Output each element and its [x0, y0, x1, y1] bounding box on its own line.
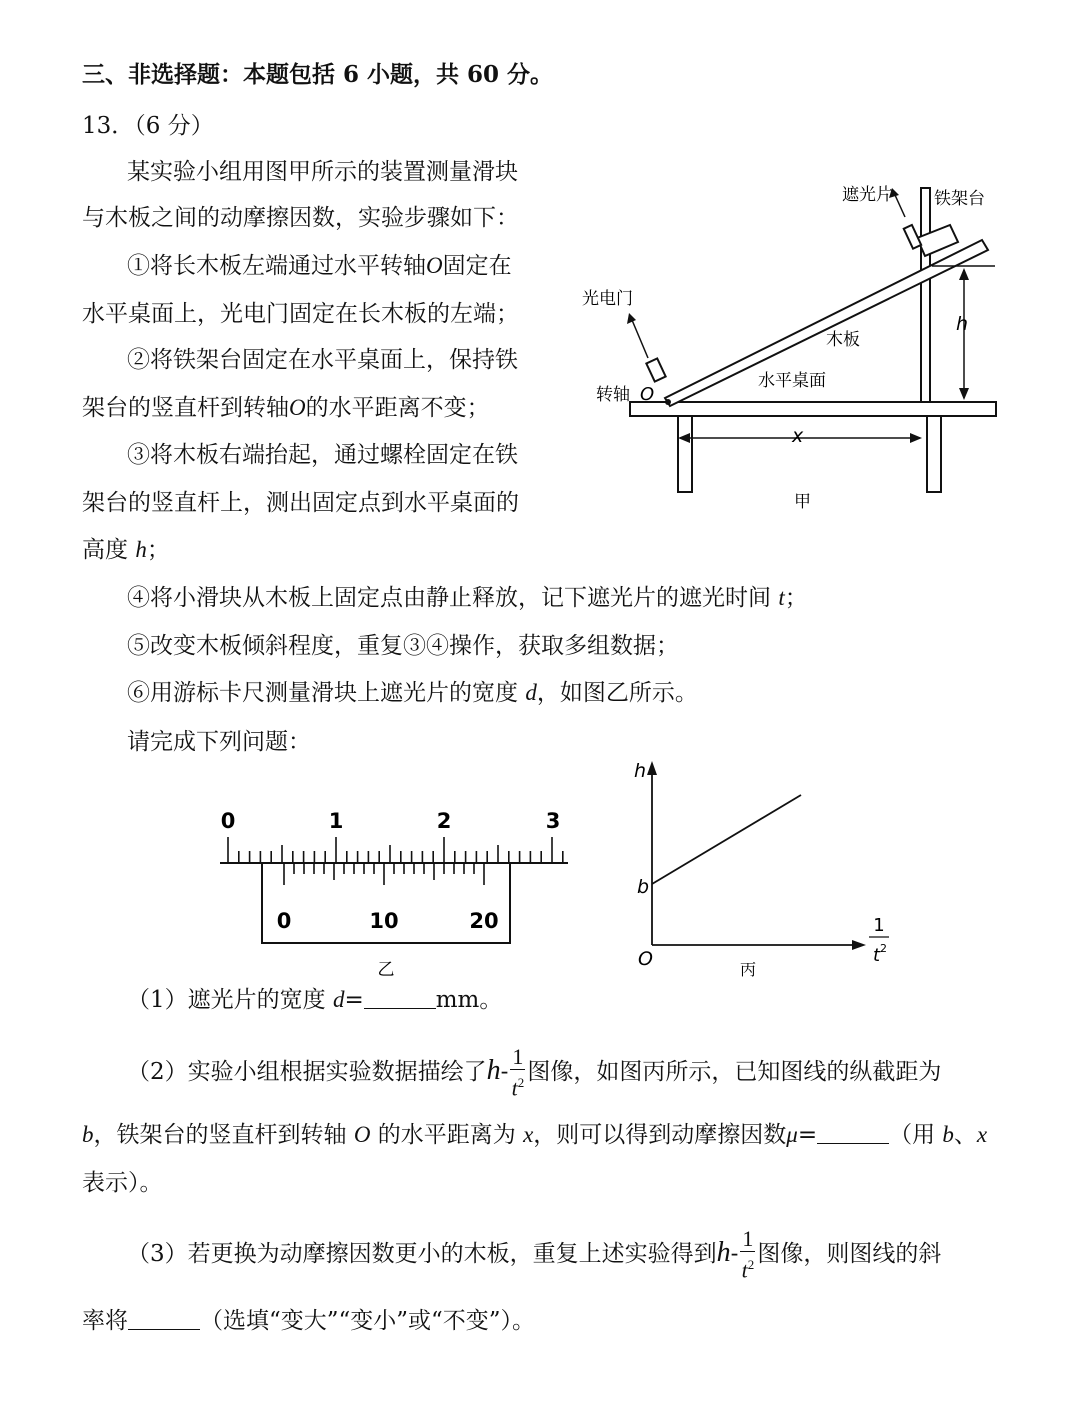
- origin-label: O: [638, 948, 653, 970]
- step-3-line-1: ③将木板右端抬起，通过螺栓固定在铁: [127, 442, 518, 468]
- prompt: 请完成下列问题：: [127, 729, 311, 755]
- question-number: 13．（6 分）: [82, 113, 214, 139]
- x-axis-exp: 2: [880, 942, 887, 955]
- subq-3-line-1: （3）若更换为动摩擦因数更小的木板，重复上述实验得到h- $\frac{1}{t^2}$ 图像，则图线的斜: [127, 1225, 942, 1283]
- x-axis-num: 1: [873, 915, 885, 936]
- intro-line-1: 某实验小组用图甲所示的装置测量滑块: [127, 159, 518, 185]
- intercept-label: b: [637, 876, 650, 898]
- subq-1: （1）遮光片的宽度 d= mm。: [127, 987, 503, 1013]
- label-x: x: [792, 425, 804, 447]
- caption-bing: 丙: [740, 960, 757, 979]
- label-zhuanzhou: 转轴: [596, 385, 630, 405]
- label-h: h: [956, 313, 969, 335]
- intro-line-2: 与木板之间的动摩擦因数，实验步骤如下：: [82, 205, 519, 231]
- caption-jia: 甲: [794, 492, 811, 512]
- subq-2-line-1: （2）实验小组根据实验数据描绘了h- $\frac{1}{t^2}$ 图像，如图丙所示，已知图线的纵截距为: [127, 1043, 942, 1101]
- subq-3-line-2: 率将 （选填“变大”“变小”或“不变”）。: [82, 1308, 536, 1334]
- step-6: ⑥用游标卡尺测量滑块上遮光片的宽度 d，如图乙所示。: [127, 680, 698, 706]
- step-4: ④将小滑块从木板上固定点由静止释放，记下遮光片的遮光时间 t；: [127, 585, 808, 611]
- fraction-1-over-t2-b: $\frac{1}{t^2}$: [741, 1225, 755, 1283]
- vernier-ticks: [284, 863, 484, 885]
- figure-yi: [210, 800, 580, 980]
- x-axis-den: t: [873, 945, 881, 966]
- main-label-0: 0: [220, 809, 236, 833]
- step-1-line-1: ①将长木板左端通过水平转轴O固定在: [127, 253, 512, 279]
- main-scale-ticks: [228, 837, 563, 863]
- answer-blank-2[interactable]: [817, 1121, 889, 1144]
- answer-blank-3[interactable]: [128, 1307, 200, 1330]
- vernier-label-20: 20: [469, 909, 499, 933]
- label-muban: 木板: [826, 330, 860, 350]
- y-axis-label: h: [634, 760, 647, 782]
- step-2-line-2: 架台的竖直杆到转轴O的水平距离不变；: [82, 395, 490, 421]
- caption-yi: 乙: [377, 960, 395, 980]
- main-label-2: 2: [436, 809, 452, 833]
- step-2-line-1: ②将铁架台固定在水平桌面上，保持铁: [127, 347, 518, 373]
- label-tiejiatai: 铁架台: [934, 189, 985, 209]
- figure-jia: [570, 170, 1010, 515]
- main-label-1: 1: [328, 809, 344, 833]
- step-3-line-2: 架台的竖直杆上，测出固定点到水平桌面的: [82, 490, 519, 516]
- main-label-3: 3: [545, 809, 561, 833]
- section-heading: 三、非选择题：本题包括 6 小题，共 60 分。: [82, 61, 554, 88]
- label-zheguangpian: 遮光片: [842, 185, 893, 205]
- label-shuipingzhuomian: 水平桌面: [758, 371, 826, 391]
- label-guangdianmen: 光电门: [582, 289, 633, 309]
- step-3-line-3: 高度 h；: [82, 537, 170, 563]
- graph-line: [652, 795, 801, 884]
- subq-2-line-2: b，铁架台的竖直杆到转轴 O 的水平距离为 x，则可以得到动摩擦因数μ= （用 b、x: [82, 1122, 988, 1148]
- figure-bing: [620, 755, 910, 985]
- step-5: ⑤改变木板倾斜程度，重复③④操作，获取多组数据；: [127, 633, 679, 659]
- label-o: O: [640, 384, 655, 405]
- fraction-1-over-t2: $\frac{1}{t^2}$: [511, 1043, 525, 1101]
- step-1-line-2: 水平桌面上，光电门固定在长木板的左端；: [82, 301, 519, 327]
- subq-2-line-3: 表示）。: [82, 1170, 163, 1196]
- vernier-label-0: 0: [276, 909, 292, 933]
- answer-blank-1[interactable]: [364, 986, 436, 1009]
- vernier-label-10: 10: [369, 909, 399, 933]
